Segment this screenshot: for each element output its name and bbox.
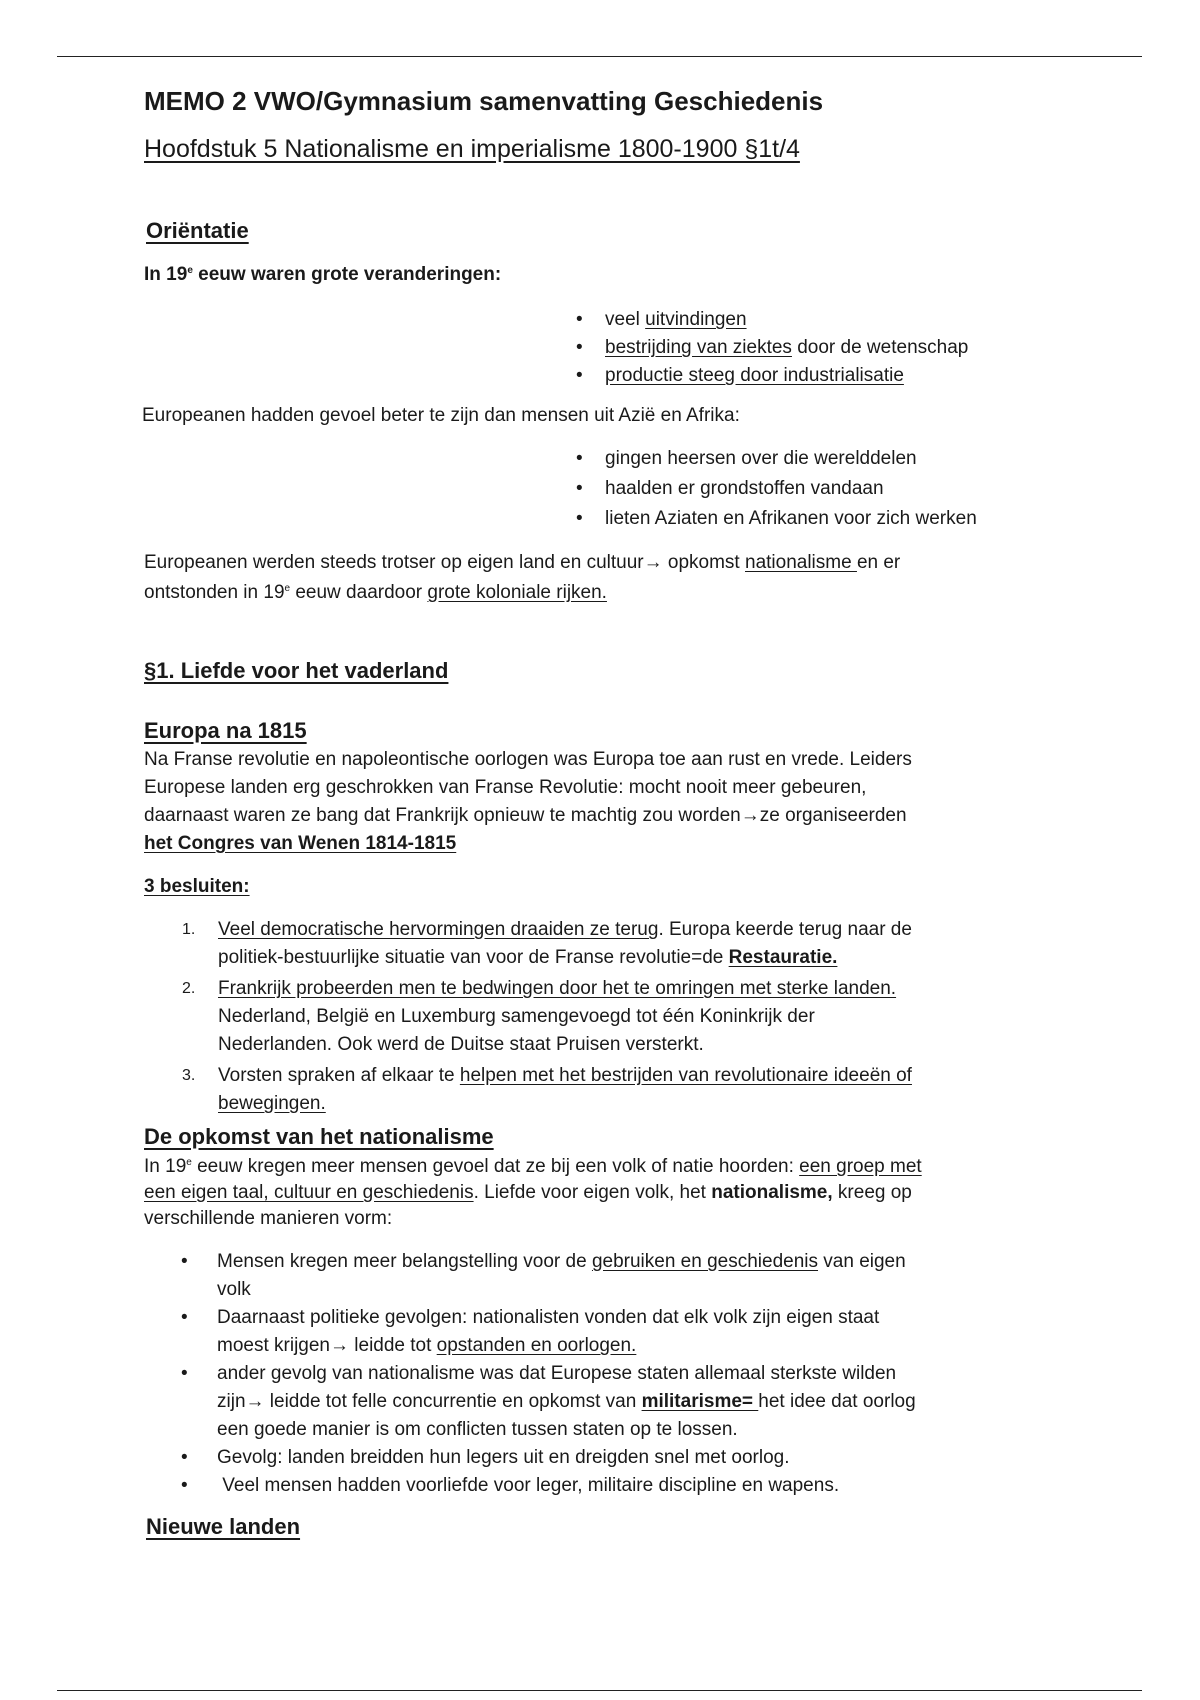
europeanen-list: [144, 444, 1064, 534]
list-item: • bestrijding van ziektes door de wetenschap: [576, 334, 1064, 362]
list-item: • Daarnaast politieke gevolgen: nationalisten vonden dat elk volk zijn eigen staat moest krijgen→ leidde tot opstanden en oorlogen.: [144, 1304, 1064, 1360]
arrow-icon: →: [740, 805, 760, 826]
list-item: • ander gevolg van nationalisme was dat Europese staten allemaal sterkste wilden zijn→ leidde tot felle concurrentie en opkomst van militarisme= het idee dat oorlog een goede manier is om conflicten tussen staten op te lossen.: [144, 1360, 1064, 1444]
document-body: [144, 86, 1064, 1540]
europa-paragraph: Na Franse revolutie en napoleontische oorlogen was Europa toe aan rust en vrede. Leiders Europese landen erg geschrokken van Franse Revolutie: mocht nooit meer gebeuren, daarnaast waren ze bang dat Frankrijk opnieuw te machtig zou worden→ze organiseerden het Congres van Wenen 1814-1815: [144, 749, 912, 854]
europeanen-intro: Europeanen hadden gevoel beter te zijn dan mensen uit Azië en Afrika:: [142, 405, 740, 426]
arrow-icon: →: [643, 552, 663, 573]
list-item: • Mensen kregen meer belangstelling voor de gebruiken en geschiedenis van eigen volk: [144, 1248, 1064, 1304]
changes-list: [144, 306, 1064, 390]
arrow-icon: →: [245, 1391, 265, 1412]
nationalisme-list: [144, 1248, 1064, 1500]
list-item: • haalden er grondstoffen vandaan: [576, 474, 1064, 504]
list-item: • lieten Aziaten en Afrikanen voor zich werken: [576, 504, 1064, 534]
chapter-heading: Hoofdstuk 5 Nationalisme en imperialisme 1800-1900 §1t/4: [144, 135, 800, 163]
nieuwe-landen-heading: Nieuwe landen: [146, 1514, 301, 1539]
list-item: • veel uitvindingen: [576, 306, 1064, 334]
besluiten-heading: 3 besluiten:: [144, 876, 250, 897]
list-item: • productie steeg door industrialisatie: [576, 362, 1064, 390]
trots-paragraph: Europeanen werden steeds trotser op eigen land en cultuur→ opkomst nationalisme en er ontstonden in 19e eeuw daardoor grote koloniale rijken.: [144, 552, 901, 603]
bottom-rule: [57, 1690, 1142, 1691]
list-item: 3. Vorsten spraken af elkaar te helpen met het bestrijden van revolutionaire ideeën of bewegingen.: [182, 1065, 912, 1114]
list-item: • Gevolg: landen breidden hun legers uit en dreigden snel met oorlog.: [144, 1444, 1064, 1472]
list-item: 2. Frankrijk probeerden men te bedwingen door het te omringen met sterke landen. Nederland, België en Luxemburg samengevoegd tot één Koninkrijk der Nederlanden. Ook werd de Duitse staat Pruisen versterkt.: [182, 978, 897, 1055]
top-rule: [57, 56, 1142, 57]
document-title: MEMO 2 VWO/Gymnasium samenvatting Geschiedenis: [144, 86, 824, 116]
opkomst-paragraph: In 19e eeuw kregen meer mensen gevoel dat ze bij een volk of natie hoorden: een groep met een eigen taal, cultuur en geschiedenis. Liefde voor eigen volk, het nationalisme, kreeg op verschillende manieren vorm:: [144, 1156, 922, 1229]
besluiten-list: [144, 916, 1064, 1118]
orientatie-heading: Oriëntatie: [146, 218, 249, 243]
arrow-icon: →: [330, 1335, 349, 1356]
orientatie-intro: In 19e eeuw waren grote veranderingen:: [144, 264, 502, 285]
list-item: • Veel mensen hadden voorliefde voor leger, militaire discipline en wapens.: [144, 1472, 1064, 1500]
list-item: 1. Veel democratische hervormingen draaiden ze terug. Europa keerde terug naar de politiek-bestuurlijke situatie van voor de Franse revolutie=de Restauratie.: [182, 919, 912, 968]
europa-heading: Europa na 1815: [144, 718, 307, 743]
list-item: • gingen heersen over die werelddelen: [576, 444, 1064, 474]
opkomst-heading: De opkomst van het nationalisme: [144, 1124, 494, 1149]
section1-heading: §1. Liefde voor het vaderland: [144, 658, 449, 683]
